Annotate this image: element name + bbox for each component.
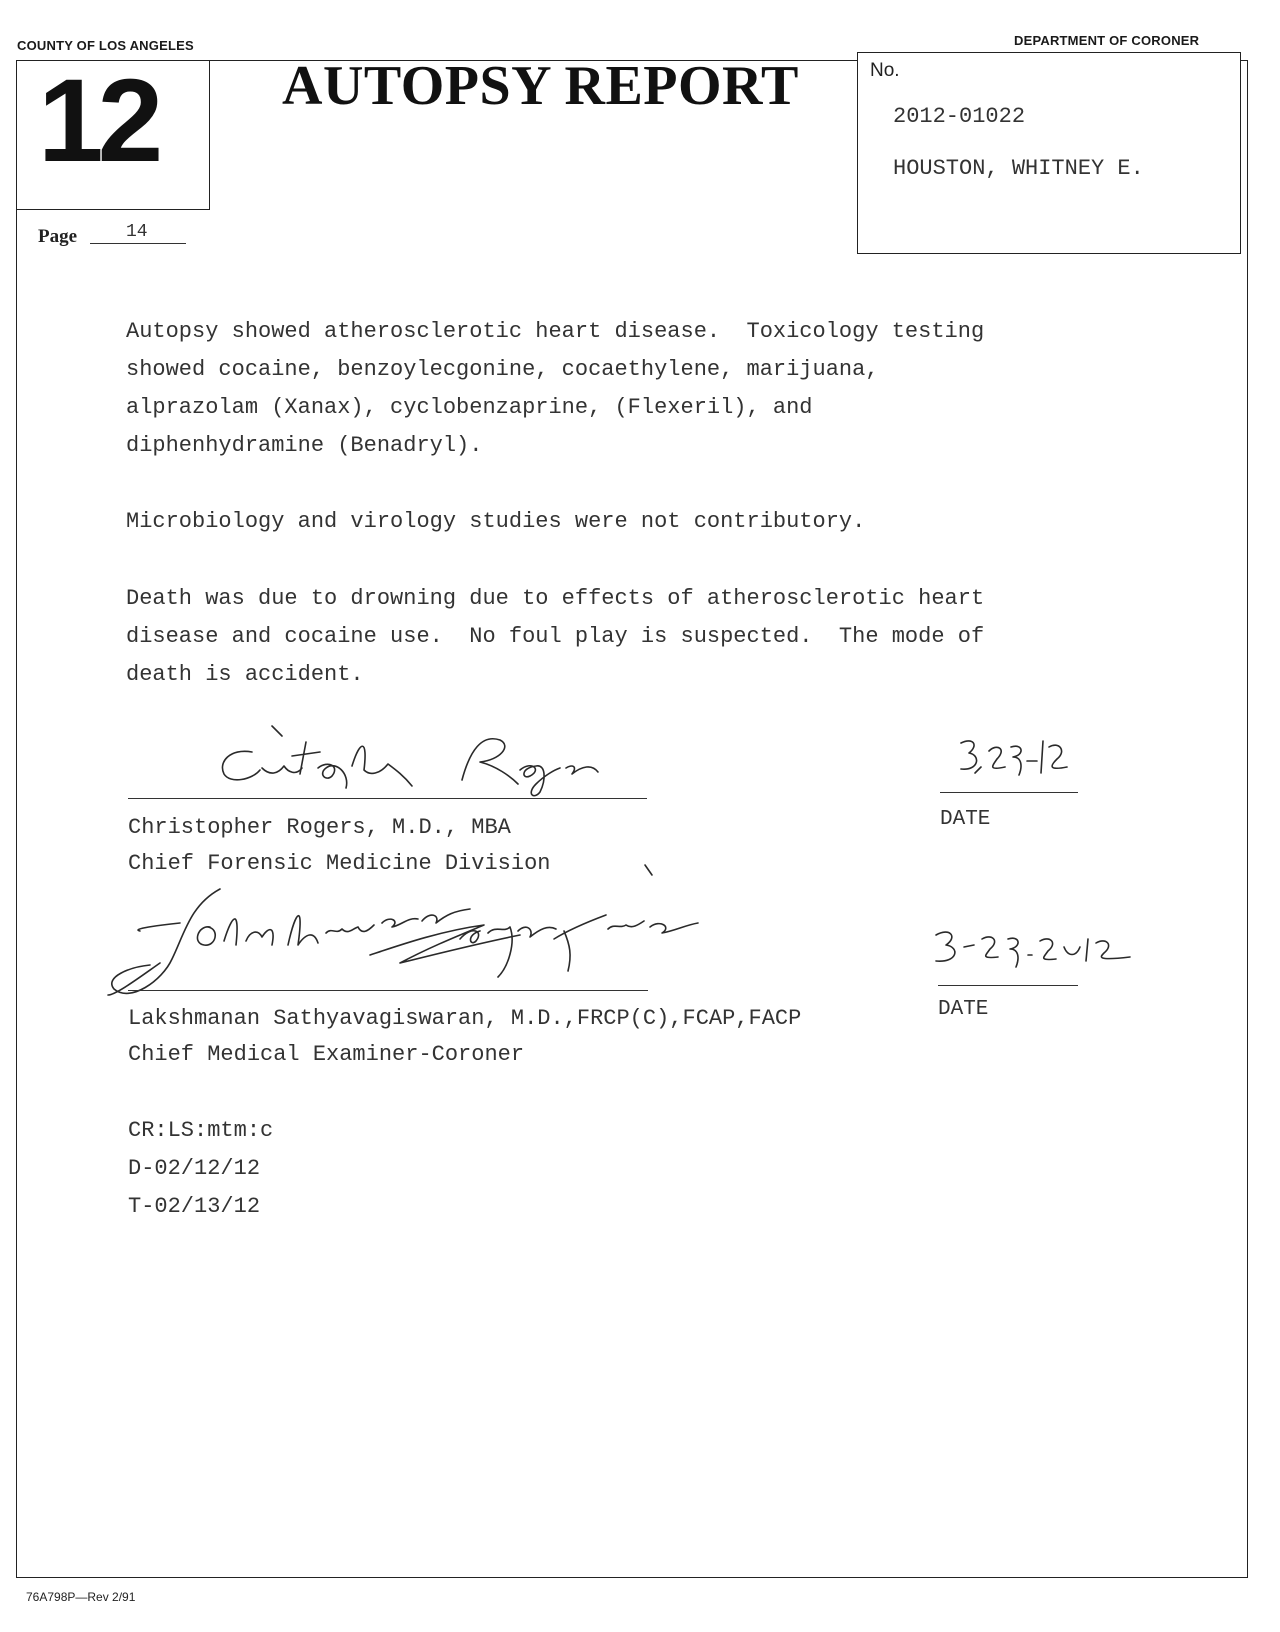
case-info-box — [857, 52, 1241, 254]
date-label: DATE — [940, 808, 991, 831]
date-sathyavagiswaran-image — [930, 925, 1140, 980]
form-code: 76A798P—Rev 2/91 — [26, 1590, 136, 1604]
county-header: COUNTY OF LOS ANGELES — [17, 38, 194, 53]
cause-of-death-paragraph: Death was due to drowning due to effects of atherosclerotic heart disease and cocaine use. No foul play is suspected. The mode of death is accident. — [126, 586, 985, 687]
microbiology-paragraph: Microbiology and virology studies were not contributory. — [126, 509, 866, 534]
transcribed-date: T-02/13/12 — [128, 1194, 261, 1219]
date-rogers-image — [955, 735, 1085, 795]
signer-title: Chief Medical Examiner-Coroner — [128, 1042, 525, 1067]
signature-line — [128, 798, 647, 799]
reference-initials: CR:LS:mtm:c — [128, 1118, 274, 1143]
signature-line — [128, 990, 648, 991]
dictated-date: D-02/12/12 — [128, 1156, 261, 1181]
page-number-line — [90, 243, 186, 244]
findings-paragraph: Autopsy showed atherosclerotic heart disease. Toxicology testing showed cocaine, benzoylecgonine, cocaethylene, marijuana, alprazolam (Xanax), cyclobenzaprine, (Flexeril), and diphenhydramine (Benadryl). — [126, 319, 985, 458]
signer-name: Lakshmanan Sathyavagiswaran, M.D.,FRCP(C),FCAP,FACP — [128, 1006, 802, 1031]
case-number-label: No. — [870, 60, 900, 81]
page-number: 14 — [126, 222, 148, 242]
date-line — [938, 985, 1078, 986]
page-label: Page — [38, 226, 78, 247]
signer-title: Chief Forensic Medicine Division — [128, 851, 551, 876]
signer-name: Christopher Rogers, M.D., MBA — [128, 815, 511, 840]
signature-sathyavagiswaran-image — [100, 885, 760, 1005]
date-label: DATE — [938, 998, 989, 1021]
decedent-name: HOUSTON, WHITNEY E. — [893, 156, 1144, 181]
report-number: 12 — [38, 55, 158, 187]
report-title: AUTOPSY REPORT — [282, 55, 799, 117]
department-header: DEPARTMENT OF CORONER — [1014, 33, 1200, 48]
case-number: 2012-01022 — [893, 104, 1026, 129]
date-line — [940, 792, 1078, 793]
